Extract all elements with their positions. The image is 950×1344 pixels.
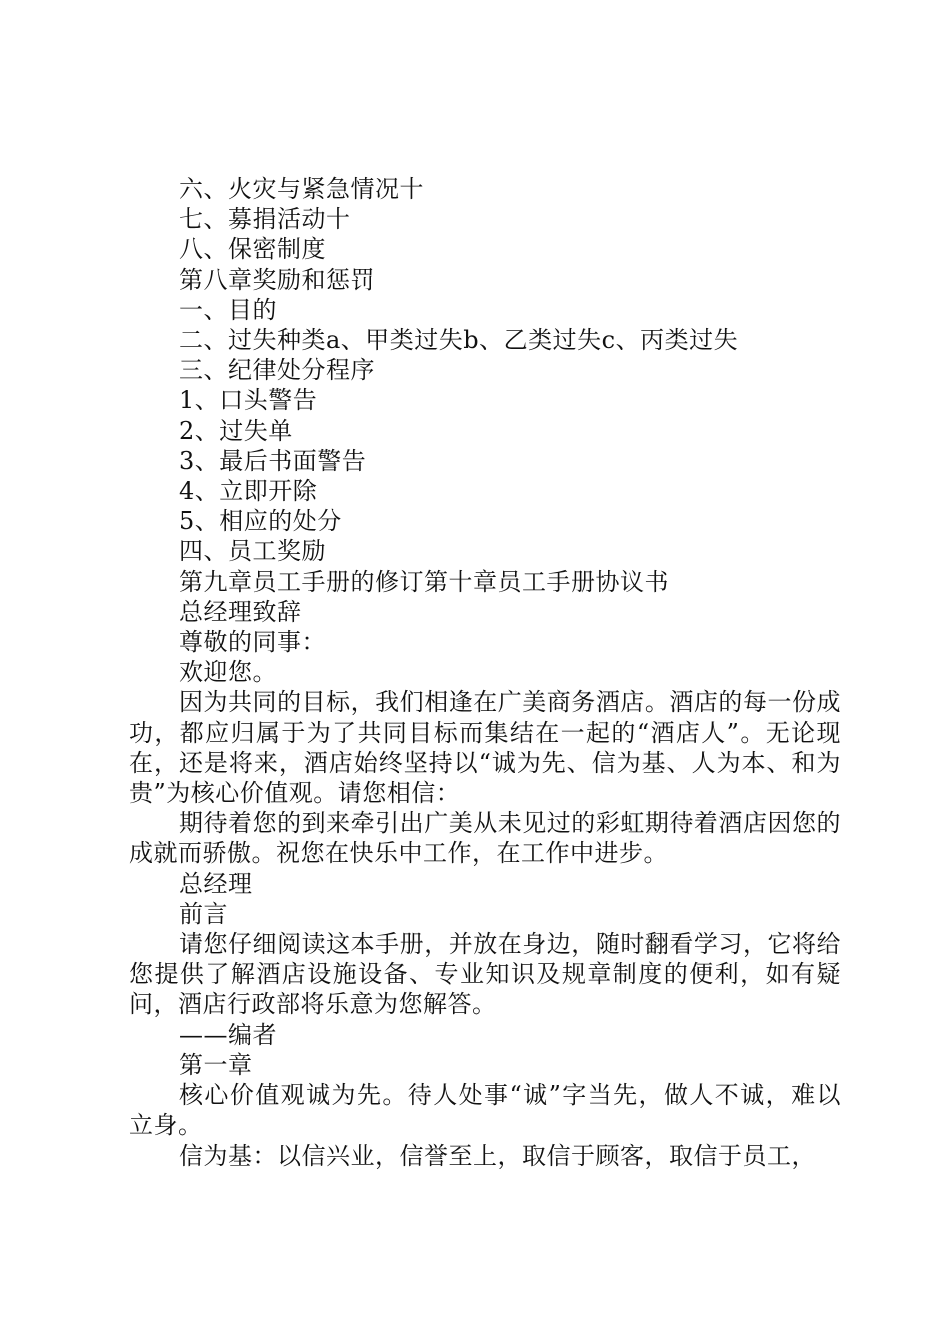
toc-line-employee-rewards: 四、员工奖励 bbox=[179, 537, 326, 566]
toc-chapter-8: 第八章奖励和惩罚 bbox=[179, 265, 375, 294]
toc-line-fault-slip: 2、过失单 bbox=[179, 416, 293, 445]
toc-line-fault-types: 二、过失种类a、甲类过失b、乙类过失c、丙类过失 bbox=[179, 326, 739, 355]
editor-line: ——编者 bbox=[179, 1020, 277, 1049]
toc-line-final-written-warning: 3、最后书面警告 bbox=[179, 446, 367, 475]
toc-line-donation: 七、募捐活动十 bbox=[179, 205, 351, 234]
welcome-line: 欢迎您。 bbox=[179, 658, 277, 687]
toc-line-fire-emergency: 六、火灾与紧急情况十 bbox=[179, 175, 424, 203]
document-body bbox=[129, 174, 841, 1171]
trust-paragraph: 信为基：以信兴业，信誉至上，取信于顾客，取信于员工， bbox=[179, 1141, 816, 1170]
toc-line-confidentiality: 八、保密制度 bbox=[179, 235, 326, 264]
toc-line-dismissal: 4、立即开除 bbox=[179, 477, 318, 506]
core-values-paragraph: 核心价值观诚为先。待人处事“诚”字当先，做人不诚，难以立身。 bbox=[129, 1081, 841, 1140]
toc-line-purpose: 一、目的 bbox=[179, 295, 277, 324]
preface-paragraph: 请您仔细阅读这本手册，并放在身边，随时翻看学习，它将给您提供了解酒店设施设备、专业知识及规章制度的便利，如有疑问，酒店行政部将乐意为您解答。 bbox=[129, 930, 841, 1019]
toc-line-verbal-warning: 1、口头警告 bbox=[179, 386, 318, 415]
toc-line-discipline-procedure: 三、纪律处分程序 bbox=[179, 356, 375, 385]
preface-title: 前言 bbox=[179, 899, 228, 928]
salutation: 尊敬的同事： bbox=[179, 628, 326, 657]
toc-chapter-9-10: 第九章员工手册的修订第十章员工手册协议书 bbox=[179, 567, 669, 596]
gm-paragraph-values: 因为共同的目标，我们相逢在广美商务酒店。酒店的每一份成功，都应归属于为了共同目标而集结在一起的“酒店人”。无论现在，还是将来，酒店始终坚持以“诚为先、信为基、人为本、和为贵”为核心价值观。请您相信： bbox=[129, 688, 841, 808]
gm-paragraph-rainbow: 期待着您的到来牵引出广美从未见过的彩虹期待着酒店因您的成就而骄傲。祝您在快乐中工作，在工作中进步。 bbox=[129, 809, 841, 868]
gm-signature: 总经理 bbox=[179, 869, 253, 898]
gm-address-title: 总经理致辞 bbox=[179, 597, 302, 626]
chapter-1-title: 第一章 bbox=[179, 1050, 253, 1079]
toc-line-corresponding-penalty: 5、相应的处分 bbox=[179, 507, 342, 536]
